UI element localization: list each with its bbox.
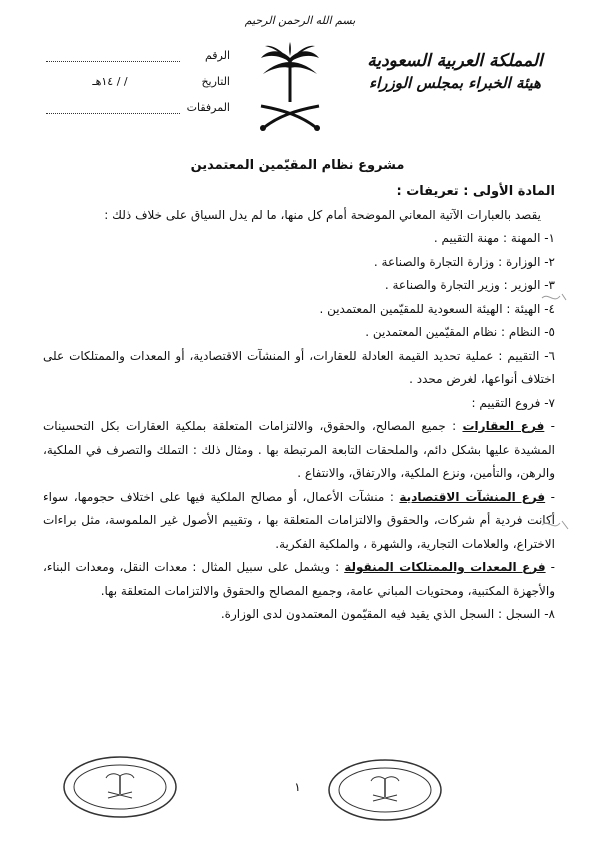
reference-block <box>40 42 230 120</box>
ref-date-row <box>40 68 230 94</box>
branch-name: فرع المنشآت الاقتصادية <box>399 489 546 504</box>
branch-text: : منشآت الأعمال، أو مصالح الملكية فيها على اختلاف حجومها، سواء أكانت فردية أم شركات، والحقوق والالتزامات المتعلقة بها ، وتقييم الأصول غير الملموسة، مثل براءات الاختراع، والعلامات التجارية، والشهرة ، والملكية الفكرية. <box>43 489 555 551</box>
margin-mark-icon <box>540 290 570 306</box>
ref-attachments-line <box>46 101 180 114</box>
definition-item: ١- المهنة : مهنة التقييم . <box>433 231 555 245</box>
branch-real-estate: - فرع العقارات : جميع المصالح، والحقوق، والالتزامات المتعلقة بملكية العقارات بكل التحسينات المشيدة عليها بشكل دائم، والملحقات التابعة المرتبطة بها . ومثال ذلك : التملك والتصرف في الملكية، والرهن، والتأمين، ونزع الملكية، والارتفاق، والانتفاع . <box>43 419 555 480</box>
ref-date-label: التاريخ <box>201 74 230 88</box>
article-intro: يقصد بالعبارات الآتية المعاني الموضحة أمام كل منها، ما لم يدل السياق على خلاف ذلك : <box>104 207 541 222</box>
definition-item: ٢- الوزارة : وزارة التجارة والصناعة . <box>373 254 555 269</box>
branch-text: : جميع المصالح، والحقوق، والالتزامات المتعلقة بملكية العقارات بكل التحسينات المشيدة عليها بشكل دائم، والملحقات التابعة المرتبطة بها . ومثال ذلك : التملك والتصرف في الملكية، والرهن، والتأمين، ونزع الملكية، والارتفاق، والانتفاع . <box>43 419 555 480</box>
branch-economic-entities: - فرع المنشآت الاقتصادية : منشآت الأعمال، أو مصالح الملكية فيها على اختلاف حجومها، سواء أكانت فردية أم شركات، والحقوق والالتزامات المتعلقة بها ، وتقييم الأصول غير الملموسة، مثل براءات الاختراع، والعلامات التجارية، والشهرة ، والملكية الفكرية. <box>43 489 555 551</box>
branch-text: : ويشمل على سبيل المثال : معدات النقل، ومعدات البناء، والأجهزة المكتبية، ومحتويات المباني عامة، وجميع المصالح والحقوق والالتزامات المتعلقة بها. <box>43 560 555 598</box>
margin-mark-icon <box>540 515 570 535</box>
definition-item: ٣- الوزير : وزير التجارة والصناعة . <box>384 278 555 292</box>
ref-attachments-row <box>40 94 230 120</box>
organization-name <box>345 50 565 94</box>
definition-item-7: ٧- فروع التقييم : <box>471 395 555 410</box>
definition-item-8: ٨- السجل : السجل الذي يقيد فيه المقيّمون المعتمدون لدى الوزارة. <box>220 607 555 621</box>
basmala: بسم الله الرحمن الرحيم <box>244 14 356 27</box>
branch-equipment: - فرع المعدات والممتلكات المنقولة : ويشمل على سبيل المثال : معدات النقل، ومعدات البناء، والأجهزة المكتبية، ومحتويات المباني عامة، وجميع المصالح والحقوق والالتزامات المتعلقة بها. <box>43 560 555 598</box>
ref-attachments-label: المرفقات <box>186 100 230 114</box>
definition-item: ٦- التقييم : عملية تحديد القيمة العادلة للعقارات، أو المنشآت الاقتصادية، أو المعدات والممتلكات على اختلاف أنواعها، لغرض محدد . <box>43 348 555 386</box>
document-title: مشروع نظام المقيّمين المعتمدين <box>190 158 405 173</box>
saudi-emblem-icon <box>255 40 325 140</box>
ref-number-row <box>40 42 230 68</box>
ref-number-label: الرقم <box>204 48 230 62</box>
ref-number-line <box>46 49 180 62</box>
ref-date-value: / / ١٤هـ <box>92 74 128 88</box>
definition-item: ٥- النظام : نظام المقيّمين المعتمدين . <box>365 325 555 339</box>
branch-name: فرع المعدات والممتلكات المنقولة <box>344 560 546 574</box>
branch-name: فرع العقارات <box>462 419 545 433</box>
definition-item: ٤- الهيئة : الهيئة السعودية للمقيّمين المعتمدين . <box>319 301 555 316</box>
org-line-1: المملكة العربية السعودية <box>367 51 543 71</box>
page-number: ١ <box>294 780 301 794</box>
document-body <box>43 180 555 627</box>
article-heading: المادة الأولى : تعريفات : <box>396 184 555 199</box>
org-line-2: هيئة الخبراء بمجلس الوزراء <box>369 74 541 92</box>
